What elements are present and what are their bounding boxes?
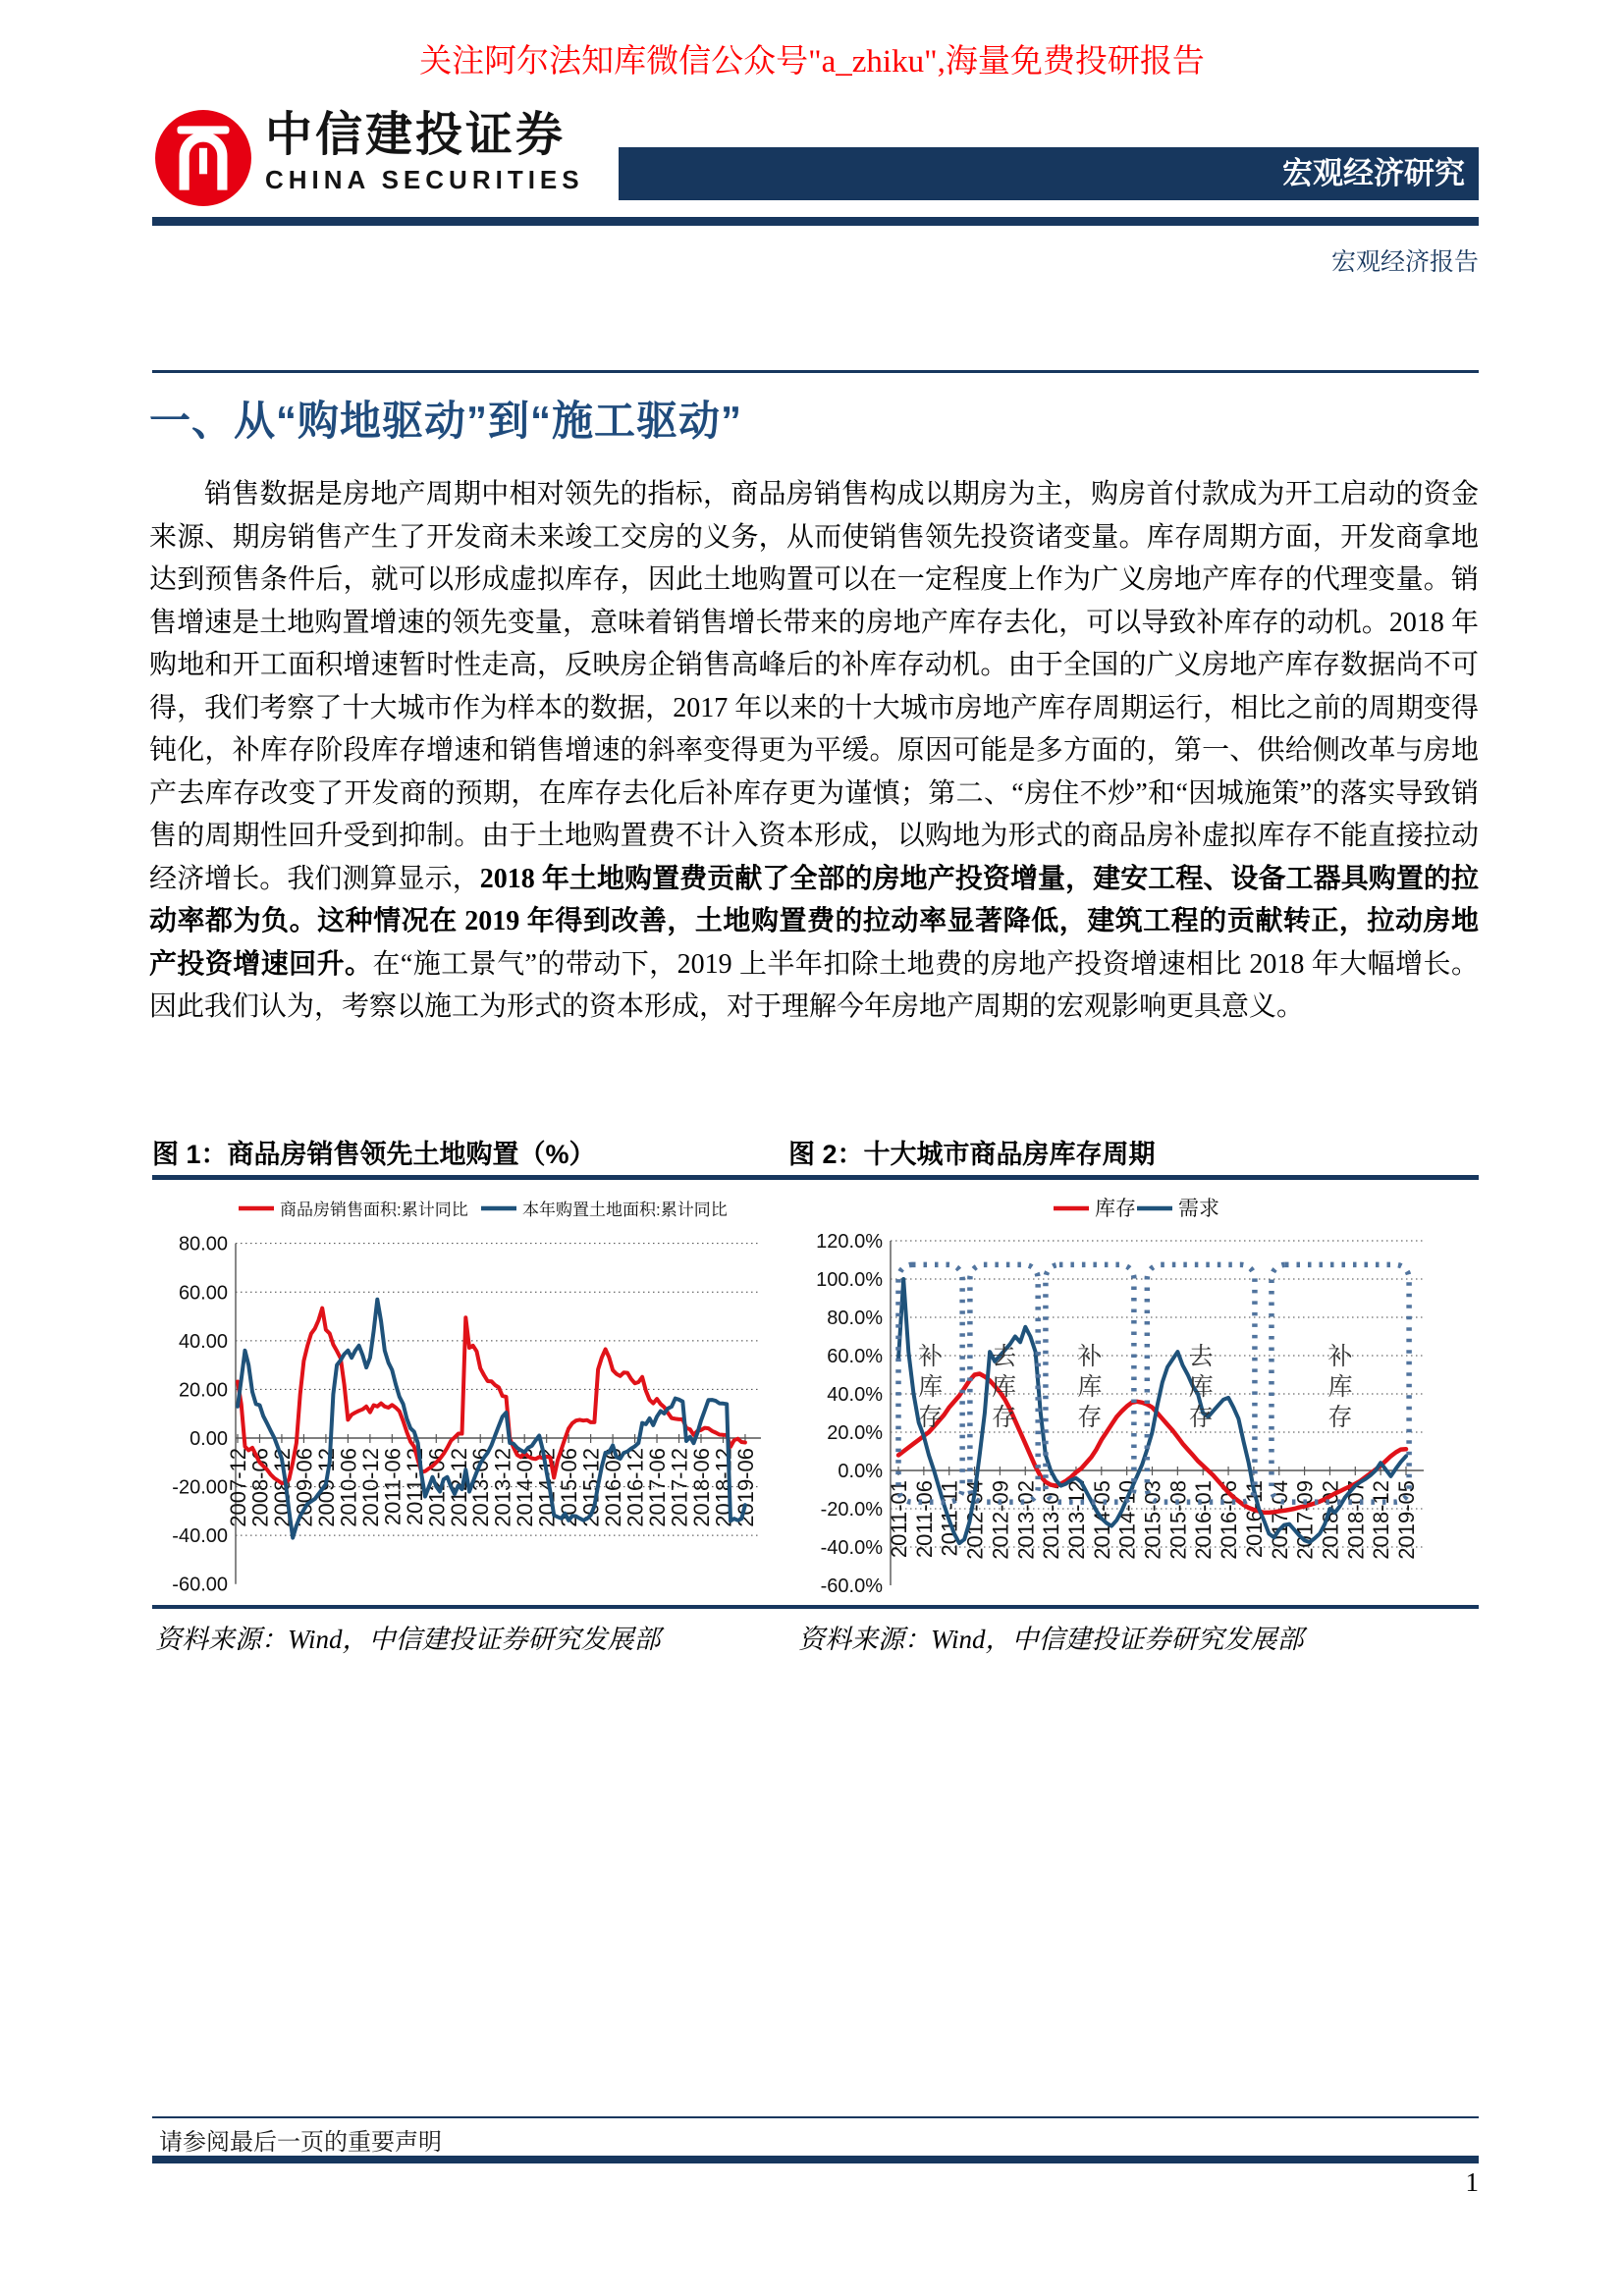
x-tick-label: 2013-12 (490, 1448, 515, 1527)
footer-rule-thin (152, 2116, 1479, 2118)
x-tick-label: 2012-09 (988, 1480, 1013, 1560)
promo-banner-text: 关注阿尔法知库微信公众号"a_zhiku",海量免费投研报告 (419, 44, 1205, 80)
x-tick-label: 2018-07 (1343, 1480, 1369, 1560)
footer-rule-thick (152, 2156, 1479, 2163)
phase-box-label: 去 (992, 1343, 1017, 1370)
figure1-caption: 图 1：商品房销售领先土地购置（%） (152, 1140, 596, 1169)
y-tick-label: 80.0% (827, 1308, 883, 1329)
x-tick-label: 2009-12 (313, 1448, 339, 1527)
phase-box-label: 存 (1077, 1404, 1103, 1431)
y-tick-label: 40.00 (178, 1330, 228, 1353)
figure1-chart (147, 1190, 795, 1636)
citic-logo-icon (153, 108, 253, 208)
x-tick-label: 2019-06 (732, 1448, 758, 1527)
phase-box-label: 补 (918, 1343, 944, 1370)
figure-bottom-rule (152, 1605, 1479, 1609)
body-paragraph (149, 473, 1479, 1029)
phase-box-label: 存 (992, 1404, 1017, 1431)
x-tick-label: 2016-06 (601, 1448, 626, 1527)
section-rule (152, 370, 1479, 373)
y-tick-label: 120.0% (816, 1231, 883, 1253)
x-tick-label: 2016-01 (1191, 1480, 1217, 1560)
x-tick-label: 2014-05 (1089, 1480, 1114, 1560)
x-tick-label: 2013-12 (1063, 1480, 1089, 1560)
brand-name-en: CHINA SECURITIES (265, 165, 584, 194)
phase-box-label: 库 (1077, 1373, 1103, 1401)
x-tick-label: 2017-04 (1267, 1480, 1292, 1560)
x-tick-label: 2012-12 (446, 1448, 471, 1527)
x-tick-label: 2011-01 (887, 1480, 911, 1559)
brand-block (265, 108, 584, 194)
x-tick-label: 2018-06 (688, 1448, 714, 1527)
y-tick-label: -20.00 (172, 1476, 228, 1499)
y-tick-label: 60.00 (178, 1282, 228, 1305)
y-tick-label: 40.0% (827, 1384, 883, 1406)
report-type-label: 宏观经济报告 (1330, 248, 1479, 276)
x-tick-label: 2014-06 (513, 1448, 538, 1527)
caption-rule (152, 1175, 1479, 1180)
x-tick-label: 2017-12 (667, 1448, 692, 1527)
x-tick-label: 2017-06 (645, 1448, 671, 1527)
x-tick-label: 2010-12 (357, 1448, 383, 1527)
x-tick-label: 2015-06 (557, 1448, 582, 1527)
x-tick-label: 2016-11 (1241, 1480, 1267, 1559)
section-title: 一、从“购地驱动”到“施工驱动” (149, 398, 743, 444)
phase-box-label: 去 (1188, 1343, 1214, 1370)
x-tick-label: 2019-05 (1394, 1480, 1419, 1560)
y-tick-label: 100.0% (816, 1269, 883, 1291)
phase-box-label: 库 (918, 1373, 944, 1401)
x-tick-label: 2013-06 (468, 1448, 494, 1527)
x-tick-label: 2012-06 (424, 1448, 450, 1527)
phase-box-label: 库 (1327, 1373, 1353, 1401)
y-tick-label: 20.00 (178, 1379, 228, 1402)
header-rule (152, 217, 1479, 226)
x-tick-label: 2014-10 (1114, 1480, 1140, 1560)
phase-box-label: 存 (1327, 1404, 1353, 1431)
x-tick-label: 2011-06 (911, 1480, 937, 1559)
y-tick-label: -40.0% (820, 1537, 883, 1559)
phase-box-label: 存 (1188, 1404, 1214, 1431)
figure2-source: 资料来源：Wind，中信建投证券研究发展部 (798, 1625, 1304, 1654)
paragraph-normal-2: 在“施工景气”的带动下，2019 上半年扣除土地费的房地产投资增速相比 2018 年大幅增长。因此我们认为，考察以施工为形式的资本形成，对于理解今年房地产周期的宏观影响更具意义。 (149, 948, 1479, 1022)
y-tick-label: -60.00 (172, 1574, 228, 1596)
page-number: 1 (1465, 2167, 1479, 2197)
x-tick-label: 2015-08 (1165, 1480, 1191, 1560)
x-tick-label: 2010-06 (336, 1448, 361, 1527)
paragraph-bold: 2018 年土地购置费贡献了全部的房地产投资增量，建安工程、设备工器具购置的拉动率都为负。这种情况在 2019 年得到改善，土地购置费的拉动率显著降低，建筑工程的贡献转正，拉动房地产投资增速回升。 (149, 863, 1479, 980)
figure2-caption: 图 2：十大城市商品房库存周期 (788, 1140, 1156, 1169)
x-tick-label: 2017-09 (1292, 1480, 1318, 1560)
phase-box-label: 补 (1077, 1343, 1103, 1370)
phase-box-label: 库 (992, 1373, 1017, 1401)
y-tick-label: -40.00 (172, 1525, 228, 1548)
x-tick-label: 2007-12 (226, 1448, 250, 1527)
x-tick-label: 2011-06 (380, 1448, 406, 1526)
category-bar: 宏观经济研究 (619, 147, 1479, 200)
x-tick-label: 2016-06 (1217, 1480, 1242, 1560)
x-tick-label: 2018-12 (1369, 1480, 1394, 1560)
phase-box-label: 补 (1327, 1343, 1353, 1370)
legend-label: 商品房销售面积:累计同比 (280, 1201, 468, 1219)
y-tick-label: 80.00 (178, 1233, 228, 1255)
x-tick-label: 2009-06 (292, 1448, 317, 1527)
x-tick-label: 2016-12 (623, 1448, 648, 1527)
phase-box-label: 存 (918, 1404, 944, 1431)
x-tick-label: 2015-03 (1140, 1480, 1165, 1560)
phase-box-label: 库 (1188, 1373, 1214, 1401)
legend-label: 本年购置土地面积:累计同比 (522, 1201, 728, 1219)
y-tick-label: 20.0% (827, 1422, 883, 1444)
x-tick-label: 2011-11 (937, 1480, 962, 1557)
legend-label: 库存 (1095, 1198, 1136, 1220)
footer-disclaimer: 请参阅最后一页的重要声明 (159, 2129, 442, 2156)
x-tick-label: 2012-04 (962, 1480, 988, 1560)
x-tick-label: 2008-12 (269, 1448, 295, 1527)
figure1-source: 资料来源：Wind，中信建投证券研究发展部 (155, 1625, 661, 1654)
x-tick-label: 2013-07 (1039, 1480, 1064, 1560)
y-tick-label: -20.0% (820, 1499, 883, 1521)
y-tick-label: -60.0% (820, 1575, 883, 1597)
x-tick-label: 2013-02 (1013, 1480, 1039, 1560)
x-tick-label: 2018-12 (711, 1448, 736, 1527)
x-tick-label: 2014-12 (534, 1448, 560, 1527)
figure2-chart (795, 1190, 1483, 1636)
paragraph-normal-1: 销售数据是房地产周期中相对领先的指标，商品房销售构成以期房为主，购房首付款成为开工启动的资金来源、期房销售产生了开发商未来竣工交房的义务，从而使销售领先投资诸变量。库存周期方面，开发商拿地达到预售条件后，就可以形成虚拟库存，因此土地购置可以在一定程度上作为广义房地产库存的代理变量。销售增速是土地购置增速的领先变量，意味着销售增长带来的房地产库存去化，可以导致补库存的动机。2018 年购地和开工面积增速暂时性走高，反映房企销售高峰后的补库存动机。由于全国的广义房地产库存数据尚不可得，我们考察了十大城市作为样本的数据，2017 年以来的十大城市房地产库存周期运行，相比之前的周期变得钝化，补库存阶段库存增速和销售增速的斜率变得更为平缓。原因可能是多方面的，第一、供给侧改革与房地产去库存改变了开发商的预期，在库存去化后补库存更为谨慎；第二、“房住不炒”和“因城施策”的落实导致销售的周期性回升受到抑制。由于土地购置费不计入资本形成，以购地为形式的商品房补虚拟库存不能直接拉动经济增长。我们测算显示， (149, 479, 1479, 894)
y-tick-label: 0.00 (189, 1428, 228, 1450)
x-tick-label: 2011-12 (402, 1448, 427, 1526)
brand-name-cn: 中信建投证券 (265, 109, 567, 161)
x-tick-label: 2015-12 (578, 1448, 604, 1527)
y-tick-label: 60.0% (827, 1346, 883, 1367)
x-tick-label: 2008-06 (247, 1448, 273, 1527)
y-tick-label: 0.0% (838, 1461, 883, 1482)
legend-label: 需求 (1178, 1198, 1219, 1220)
x-tick-label: 2018-02 (1318, 1480, 1343, 1560)
